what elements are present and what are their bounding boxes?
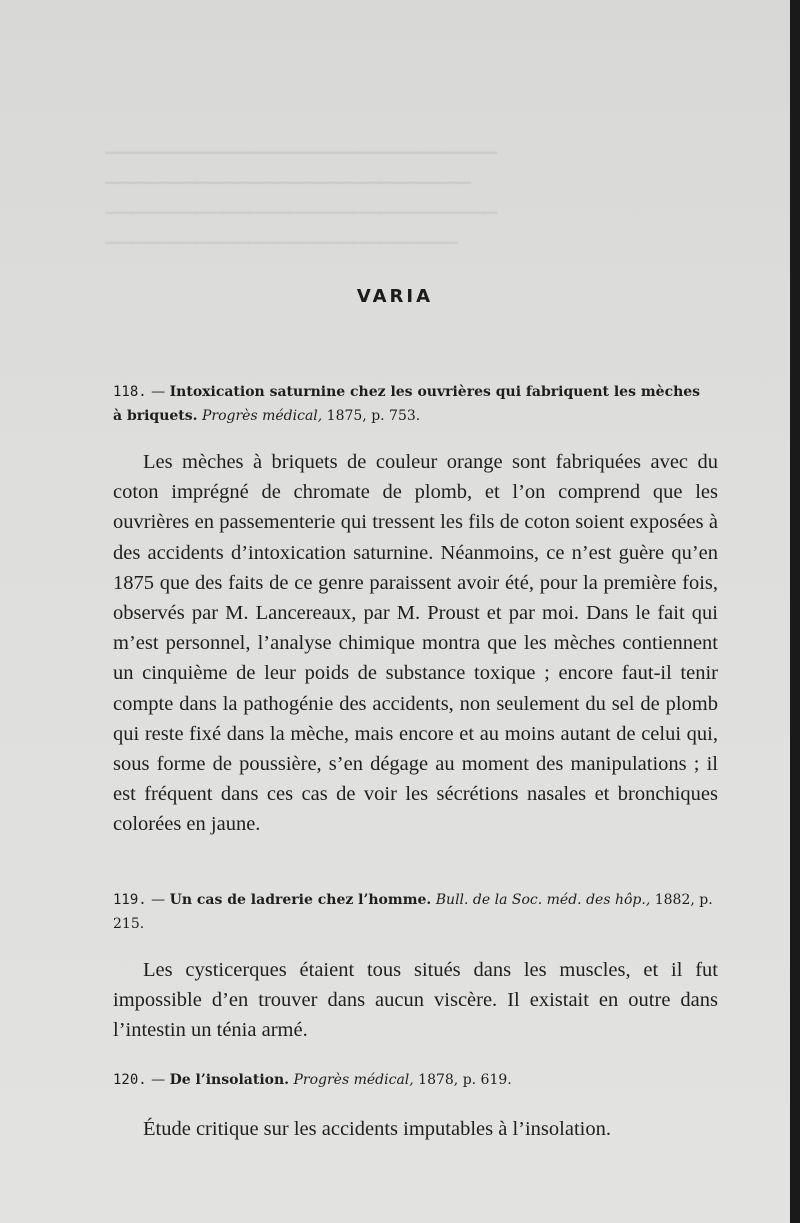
entry-body-120: Étude critique sur les accidents imputables à l’insolation.: [143, 1118, 611, 1140]
entry-dash: —: [146, 384, 170, 400]
entry-title: De l’insolation.: [169, 1072, 290, 1088]
entry-source: Progrès médical,: [201, 408, 323, 424]
entry-body-118: Les mèches à briquets de couleur orange sont fabriquées avec du coton imprégné de chromate de plomb, et l’on comprend que les ouvrières en passementerie qui tressent les fils de coton soient exposées à des accidents d’intoxication saturnine. Néanmoins, ce n’est guère qu’en 1875 que des faits de ce genre paraissent avoir été, pour la première fois, observés par M. Lancereaux, par M. Proust et par moi. Dans le fait qui m’est personnel, l’analyse chimique montra que les mèches contiennent un cinquième de leur poids de substance toxique ; encore faut-il tenir compte dans la pathogénie des accidents, non seulement du sel de plomb qui reste fixé dans la mèche, mais encore et au moins autant de celui qui, sous forme de poussière, s’en dégage au moment des manipulations ; il est fréquent dans ces cas de voir les sécrétions nasales et bronchiques colorées en jaune.: [113, 451, 718, 836]
entry-heading-120: [113, 1068, 713, 1092]
entry-heading-118: [113, 380, 713, 428]
entry-title: Intoxication saturnine chez les ouvrières qui fabriquent les mèches à briquets.: [113, 384, 701, 424]
entry-reference: 1875, p. 753.: [322, 408, 421, 424]
entry-heading-119: [113, 888, 713, 936]
entry-body-119: Les cysticerques étaient tous situés dans les muscles, et il fut impossible d’en trouver dans aucun viscère. Il existait en outre dans l’intestin un ténia armé.: [113, 959, 718, 1042]
entry-source: Bull. de la Soc. méd. des hôp.,: [435, 892, 651, 908]
section-title: VARIA: [356, 286, 434, 307]
entry-number: 120.: [113, 1072, 147, 1088]
entry-dash: —: [146, 892, 170, 908]
bleed-through-texture: ▁▁▁▁▁▁▁▁▁▁▁▁▁▁▁▁▁▁▁▁▁▁▁▁▁▁▁▁▁▁ ▁▁▁▁▁▁▁▁▁▁▁▁▁▁▁▁▁▁▁▁▁▁▁▁▁▁▁▁ ▁▁▁▁▁▁▁▁▁▁▁▁▁▁▁▁▁▁▁▁▁▁▁▁▁▁▁▁▁▁ ▁▁▁▁▁▁▁▁▁▁▁▁▁▁▁▁▁▁▁▁▁▁▁▁▁▁▁: [105, 135, 498, 245]
entry-source: Progrès médical,: [293, 1072, 414, 1088]
entry-reference: 1878, p. 619.: [413, 1072, 512, 1088]
entry-number: 119.: [113, 892, 147, 908]
entry-reference: 1882, p. 215.: [113, 892, 713, 932]
entry-title: Un cas de ladrerie chez l’homme.: [169, 892, 432, 908]
entry-number: 118.: [113, 384, 147, 400]
entry-dash: —: [146, 1072, 170, 1088]
